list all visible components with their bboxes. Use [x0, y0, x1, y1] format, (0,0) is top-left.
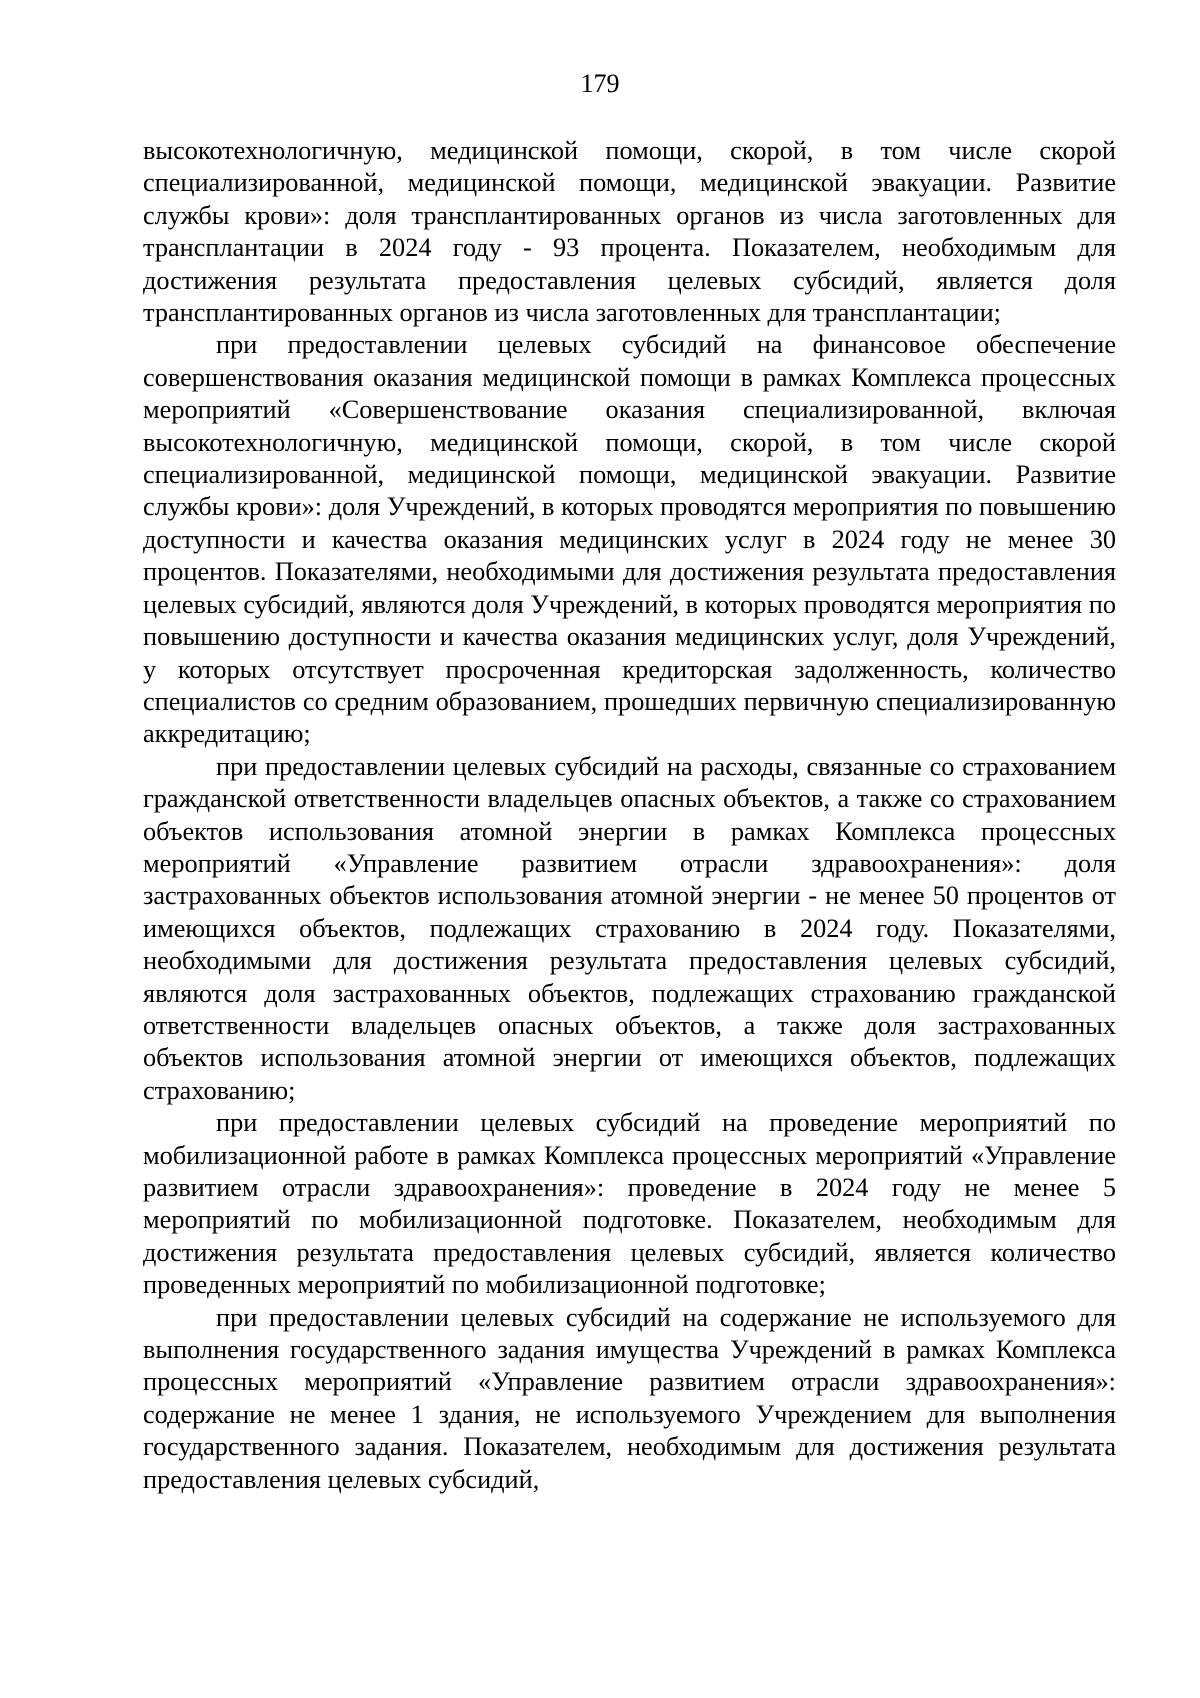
paragraph: при предоставлении целевых субсидий на расходы, связанные со страхованием гражданской ответственности владельцев опасных объектов, а также со страхованием объектов использования атомной энергии в рамках Комплекса процессных мероприятий «Управление развитием отрасли здравоохранения»: доля застрахованных объектов использования атомной энергии - не менее 50 процентов от имеющихся объектов, подлежащих страхованию в 2024 году. Показателями, необходимыми для достижения результата предоставления целевых субсидий, являются доля застрахованных объектов, подлежащих страхованию гражданской ответственности владельцев опасных объектов, а также доля застрахованных объектов использования атомной энергии от имеющихся объектов, подлежащих страхованию; — [143, 751, 1116, 1105]
document-body — [143, 135, 1116, 1496]
page-number: 179 — [580, 69, 620, 98]
paragraph: при предоставлении целевых субсидий на проведение мероприятий по мобилизационной работе в рамках Комплекса процессных мероприятий «Управление развитием отрасли здравоохранения»: проведение в 2024 году не менее 5 мероприятий по мобилизационной подготовке. Показателем, необходимым для достижения результата предоставления целевых субсидий, является количество проведенных мероприятий по мобилизационной подготовке; — [143, 1108, 1116, 1300]
paragraph: при предоставлении целевых субсидий на содержание не используемого для выполнения государственного задания имущества Учреждений в рамках Комплекса процессных мероприятий «Управление развитием отрасли здравоохранения»: содержание не менее 1 здания, не используемого Учреждением для выполнения государственного задания. Показателем, необходимым для достижения результата предоставления целевых субсидий, — [143, 1302, 1116, 1494]
paragraph: при предоставлении целевых субсидий на финансовое обеспечение совершенствования оказания медицинской помощи в рамках Комплекса процессных мероприятий «Совершенствование оказания специализированной, включая высокотехнологичную, медицинской помощи, скорой, в том числе скорой специализированной, медицинской помощи, медицинской эвакуации. Развитие службы крови»: доля Учреждений, в которых проводятся мероприятия по повышению доступности и качества оказания медицинских услуг в 2024 году не менее 30 процентов. Показателями, необходимыми для достижения результата предоставления целевых субсидий, являются доля Учреждений, в которых проводятся мероприятия по повышению доступности и качества оказания медицинских услуг, доля Учреждений, у которых отсутствует просроченная кредиторская задолженность, количество специалистов со средним образованием, прошедших первичную специализированную аккредитацию; — [143, 330, 1116, 749]
paragraph: высокотехнологичную, медицинской помощи, скорой, в том числе скорой специализированной, медицинской помощи, медицинской эвакуации. Развитие службы крови»: доля трансплантированных органов из числа заготовленных для трансплантации в 2024 году - 93 процента. Показателем, необходимым для достижения результата предоставления целевых субсидий, является доля трансплантированных органов из числа заготовленных для трансплантации; — [143, 136, 1116, 328]
